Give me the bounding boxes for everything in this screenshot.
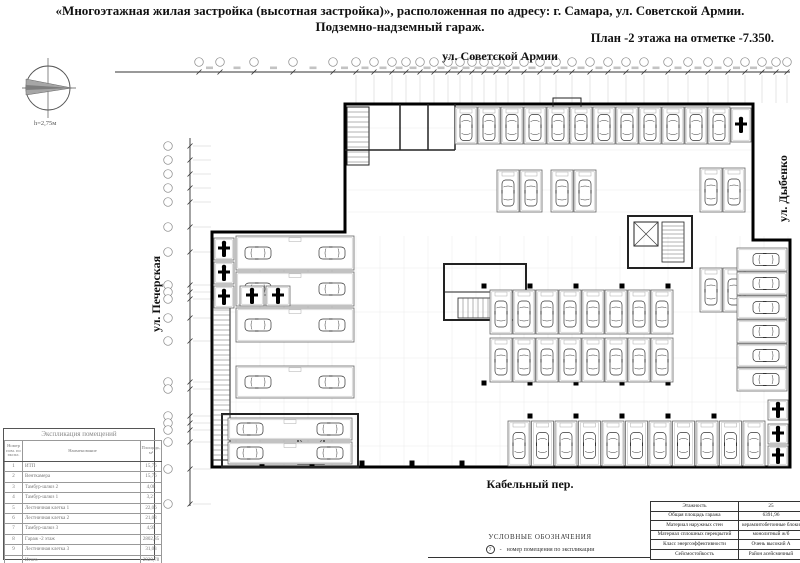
- parking-stall: [214, 286, 234, 308]
- info-table-cell: Этажность: [651, 502, 739, 512]
- column-mark: [482, 284, 487, 289]
- room-table-cell: 15,76: [141, 462, 162, 472]
- room-table-cell: 31,03: [141, 545, 162, 555]
- car-icon: [753, 374, 779, 386]
- dim-text-mark: [675, 67, 682, 70]
- plan-label: План -2 этажа на отметке -7.350.: [590, 31, 774, 45]
- dim-text-mark: [596, 67, 603, 70]
- dim-text-mark: [451, 67, 458, 70]
- wind-rose-label: h=2,75м: [34, 120, 57, 127]
- parking-stall: [455, 107, 477, 144]
- grid-bubble: [783, 58, 792, 67]
- room-table-cell: ИТП: [23, 462, 141, 472]
- car-icon: [728, 179, 740, 205]
- car-icon: [753, 302, 779, 314]
- parking-stall: [700, 268, 722, 312]
- grid-bubble: [664, 58, 673, 67]
- car-icon: [319, 376, 345, 388]
- car-icon: [525, 180, 537, 206]
- info-table-cell: 25: [739, 502, 800, 512]
- parking-stalls: [214, 107, 788, 466]
- car-icon: [245, 319, 271, 331]
- room-table-title: Экспликация помещений: [41, 430, 117, 438]
- dim-text-mark: [578, 67, 585, 70]
- room-table-cell: 8: [5, 534, 23, 544]
- car-icon: [575, 115, 587, 141]
- parking-stall: [737, 248, 787, 271]
- column-mark: [360, 461, 365, 466]
- car-icon: [537, 433, 549, 459]
- dim-text-mark: [310, 67, 317, 70]
- car-icon: [631, 433, 643, 459]
- room-table-row: [5, 534, 162, 544]
- car-icon: [667, 115, 679, 141]
- parking-stall: [228, 442, 352, 464]
- car-icon: [610, 301, 622, 327]
- car-icon: [541, 301, 553, 327]
- parking-stall: [723, 168, 745, 212]
- room-table-header-name: Наименование: [23, 441, 141, 462]
- car-icon: [579, 180, 591, 206]
- parking-stall: [708, 107, 730, 144]
- info-table-cell: Очень высокий А: [739, 540, 800, 550]
- street-label-right: ул. Дыбенко: [776, 155, 790, 222]
- room-table-cell: 15,76: [141, 472, 162, 482]
- car-icon: [701, 433, 713, 459]
- legend-item-text: номер помещения по экспликации: [506, 546, 595, 553]
- parking-stall: [628, 338, 650, 382]
- core-wall: [347, 107, 369, 165]
- parking-stall: [214, 262, 234, 284]
- parking-stall: [628, 290, 650, 334]
- dim-text-mark: [396, 67, 403, 70]
- parking-stall: [605, 290, 627, 334]
- room-table-cell: 2: [5, 472, 23, 482]
- legend-dash: -: [499, 546, 502, 553]
- car-icon: [237, 447, 263, 459]
- dim-text-mark: [561, 67, 568, 70]
- car-icon: [656, 301, 668, 327]
- car-icon: [713, 115, 725, 141]
- grid-bubble: [164, 223, 173, 232]
- room-table-cell: 4,08: [141, 482, 162, 492]
- car-icon: [556, 180, 568, 206]
- car-icon: [541, 349, 553, 375]
- parking-stall: [551, 170, 573, 212]
- dim-text-mark: [206, 67, 213, 70]
- car-icon: [690, 115, 702, 141]
- parking-stall: [649, 421, 671, 466]
- car-icon: [245, 376, 271, 388]
- grid-bubble: [164, 142, 173, 151]
- car-icon: [495, 349, 507, 375]
- parking-stall: [651, 290, 673, 334]
- grid-bubble: [195, 58, 204, 67]
- car-icon: [633, 349, 645, 375]
- parking-stall: [240, 286, 264, 306]
- info-table-cell: монолитный ж/б: [739, 530, 800, 540]
- car-icon: [495, 301, 507, 327]
- car-icon: [753, 278, 779, 290]
- room-table-cell: 2920,78: [141, 555, 162, 563]
- legend-item: [432, 545, 648, 554]
- room-table-row: [5, 555, 162, 563]
- room-table-cell: Тамбур-шлюз 2: [23, 482, 141, 492]
- parking-stall: [501, 107, 523, 144]
- room-table-cell: Гараж -2 этаж: [23, 534, 141, 544]
- car-icon: [506, 115, 518, 141]
- car-icon: [317, 423, 343, 435]
- parking-stall: [228, 418, 352, 440]
- car-icon: [656, 349, 668, 375]
- info-table-row: [651, 530, 800, 540]
- parking-stall: [559, 338, 581, 382]
- parking-stall: [513, 338, 535, 382]
- room-table-row: [5, 503, 162, 513]
- grid-bubble: [772, 58, 781, 67]
- parking-stall: [236, 308, 354, 342]
- parking-stall: [768, 424, 788, 444]
- parking-stall: [593, 107, 615, 144]
- dim-text-mark: [487, 67, 494, 70]
- room-table-cell: Тамбур-шлюз 1: [23, 493, 141, 503]
- parking-stall: [605, 338, 627, 382]
- parking-stall: [685, 107, 707, 144]
- parking-stall: [737, 368, 787, 391]
- dim-text-mark: [513, 67, 520, 70]
- column-mark: [666, 284, 671, 289]
- parking-stall: [555, 421, 577, 466]
- dim-text-mark: [270, 67, 277, 70]
- parking-stall: [720, 421, 742, 466]
- dim-text-mark: [766, 67, 773, 70]
- car-icon: [607, 433, 619, 459]
- dim-text-mark: [529, 67, 536, 70]
- dim-text-mark: [545, 67, 552, 70]
- grid-bubble: [164, 295, 173, 304]
- parking-stall: [651, 338, 673, 382]
- car-icon: [753, 350, 779, 362]
- car-icon: [705, 179, 717, 205]
- room-table-row: [5, 493, 162, 503]
- room-table-cell: Итого: [23, 555, 141, 563]
- parking-stall: [478, 107, 500, 144]
- parking-stall: [520, 170, 542, 212]
- parking-stall: [214, 238, 234, 260]
- car-icon: [753, 254, 779, 266]
- room-table-cell: 4,95: [141, 524, 162, 534]
- parking-stall: [737, 272, 787, 295]
- room-table-row: [5, 482, 162, 492]
- grid-bubble: [704, 58, 713, 67]
- parking-stall: [524, 107, 546, 144]
- info-table-row: [651, 511, 800, 521]
- grid-bubble: [164, 314, 173, 323]
- grid-bubble: [329, 58, 338, 67]
- info-table-row: [651, 521, 800, 531]
- parking-stall: [582, 338, 604, 382]
- grid-bubble: [640, 58, 649, 67]
- car-icon: [513, 433, 525, 459]
- column-mark: [620, 284, 625, 289]
- street-label-top: ул. Советской Армии: [442, 49, 558, 63]
- dim-text-mark: [424, 67, 431, 70]
- grid-bubble: [758, 58, 767, 67]
- dim-text-mark: [750, 67, 757, 70]
- car-icon: [587, 301, 599, 327]
- grid-bubble: [164, 156, 173, 165]
- parking-stall: [743, 421, 765, 466]
- room-table-cell: 2802,85: [141, 534, 162, 544]
- car-icon: [518, 301, 530, 327]
- info-table-cell: керамзитобетонные блоки: [739, 521, 800, 531]
- grid-bubble: [724, 58, 733, 67]
- column-mark: [666, 414, 671, 419]
- parking-stall: [559, 290, 581, 334]
- parking-stall: [700, 168, 722, 212]
- grid-bubble: [164, 170, 173, 179]
- room-table-cell: Венткамера: [23, 472, 141, 482]
- room-table-header-number: Номер пом. по экспл.: [5, 441, 23, 462]
- info-table-cell: Общая площадь гаража: [651, 511, 739, 521]
- grid-bubble: [164, 337, 173, 346]
- info-table-row: [651, 540, 800, 550]
- car-icon: [319, 247, 345, 259]
- parking-stall: [768, 446, 788, 466]
- car-icon: [598, 115, 610, 141]
- column-mark: [528, 414, 533, 419]
- parking-stall: [696, 421, 718, 466]
- legend-divider: [428, 557, 650, 558]
- street-label-left: ул. Печерская: [149, 255, 163, 332]
- grid-bubble: [684, 58, 693, 67]
- dim-text-mark: [341, 67, 348, 70]
- parking-stall: [513, 290, 535, 334]
- room-table-cell: 21,08: [141, 513, 162, 523]
- parking-stall: [731, 108, 751, 142]
- dim-text-mark: [475, 67, 482, 70]
- car-icon: [621, 115, 633, 141]
- room-table-cell: 1: [5, 462, 23, 472]
- car-icon: [529, 115, 541, 141]
- parking-stall: [673, 421, 695, 466]
- info-table-row: [651, 549, 800, 559]
- column-mark: [574, 414, 579, 419]
- room-table-cell: 22,06: [141, 503, 162, 513]
- grid-bubble: [164, 465, 173, 474]
- car-icon: [560, 433, 572, 459]
- info-table-cell: 6391,96: [739, 511, 800, 521]
- parking-stall: [547, 107, 569, 144]
- grid-bubble: [164, 438, 173, 447]
- street-label-bottom: Кабельный пер.: [486, 477, 574, 491]
- grid-bubble: [164, 184, 173, 193]
- room-table-cell: 3: [5, 482, 23, 492]
- car-icon: [705, 279, 717, 305]
- parking-stall: [236, 236, 354, 270]
- column-mark: [410, 461, 415, 466]
- grid-bubble: [216, 58, 225, 67]
- car-icon: [678, 433, 690, 459]
- info-table-cell: Материал наружных стен: [651, 521, 739, 531]
- dim-text-mark: [695, 67, 702, 70]
- sheet-title-line1: «Многоэтажная жилая застройка (высотная застройка)», расположенная по адресу: г. Самара, ул. Советской Армии.: [55, 3, 745, 18]
- room-table-cell: 9: [5, 545, 23, 555]
- room-table-header-area: Площадь, м²: [141, 441, 162, 462]
- info-table-row: [651, 502, 800, 512]
- parking-stall: [574, 170, 596, 212]
- building-info-table: [650, 501, 800, 560]
- car-icon: [237, 423, 263, 435]
- car-icon: [584, 433, 596, 459]
- grid-bubble: [164, 248, 173, 257]
- grid-bubble: [741, 58, 750, 67]
- grid-bubble: [352, 58, 361, 67]
- parking-stall: [616, 107, 638, 144]
- dim-text-mark: [438, 67, 445, 70]
- dim-text-mark: [733, 67, 740, 70]
- parking-stall: [570, 107, 592, 144]
- car-icon: [245, 247, 271, 259]
- room-table-cell: 5: [5, 503, 23, 513]
- car-icon: [564, 349, 576, 375]
- car-icon: [502, 180, 514, 206]
- parking-stall: [737, 320, 787, 343]
- parking-stall: [737, 344, 787, 367]
- column-mark: [460, 461, 465, 466]
- room-table-cell: Лестничная клетка 3: [23, 545, 141, 555]
- dim-text-mark: [380, 67, 387, 70]
- info-table-cell: Класс энергоэффективности: [651, 540, 739, 550]
- car-icon: [654, 433, 666, 459]
- column-mark: [482, 381, 487, 386]
- parking-stall: [602, 421, 624, 466]
- column-mark: [712, 414, 717, 419]
- dim-text-mark: [499, 67, 506, 70]
- car-icon: [317, 447, 343, 459]
- parking-stall: [737, 296, 787, 319]
- dim-text-mark: [614, 67, 621, 70]
- grid-bubble: [164, 426, 173, 435]
- room-number-circle-icon: 7: [486, 545, 495, 554]
- parking-stall: [508, 421, 530, 466]
- parking-stall: [536, 338, 558, 382]
- room-table-row: [5, 513, 162, 523]
- car-icon: [460, 115, 472, 141]
- room-table-cell: Тамбур-шлюз 3: [23, 524, 141, 534]
- parking-stall: [532, 421, 554, 466]
- legend-title: УСЛОВНЫЕ ОБОЗНАЧЕНИЯ: [488, 533, 592, 541]
- room-table-cell: 3,21: [141, 493, 162, 503]
- parking-stall: [582, 290, 604, 334]
- parking-stall: [490, 290, 512, 334]
- room-table-cell: Лестничная клетка 1: [23, 503, 141, 513]
- car-icon: [564, 301, 576, 327]
- dim-text-mark: [653, 67, 660, 70]
- room-table-cell: 7: [5, 524, 23, 534]
- grid-bubble: [164, 500, 173, 509]
- parking-stall: [236, 366, 354, 398]
- car-icon: [633, 301, 645, 327]
- room-table-row: [5, 472, 162, 482]
- parking-stall: [626, 421, 648, 466]
- parking-stall: [536, 290, 558, 334]
- car-icon: [319, 319, 345, 331]
- dim-text-mark: [632, 67, 639, 70]
- dim-text-mark: [715, 67, 722, 70]
- column-mark: [528, 284, 533, 289]
- dim-text-mark: [234, 67, 241, 70]
- parking-stall: [639, 107, 661, 144]
- dim-text-mark: [463, 67, 470, 70]
- grid-bubble: [164, 385, 173, 394]
- car-icon: [725, 433, 737, 459]
- car-icon: [644, 115, 656, 141]
- parking-stall: [768, 400, 788, 420]
- grid-bubble: [250, 58, 259, 67]
- parking-stall: [662, 107, 684, 144]
- info-table-cell: Сейсмостойкость: [651, 549, 739, 559]
- room-explication-table: [3, 428, 161, 563]
- car-icon: [610, 349, 622, 375]
- car-icon: [748, 433, 760, 459]
- car-icon: [518, 349, 530, 375]
- car-icon: [319, 283, 345, 295]
- column-mark: [620, 414, 625, 419]
- room-table-cell: [5, 555, 23, 563]
- room-table-row: [5, 545, 162, 555]
- room-table-cell: 6: [5, 513, 23, 523]
- room-table-cell: Лестничная клетка 2: [23, 513, 141, 523]
- grid-bubble: [289, 58, 298, 67]
- parking-stall: [490, 338, 512, 382]
- dim-text-mark: [362, 67, 369, 70]
- room-table-row: [5, 524, 162, 534]
- sheet-title-line2: Подземно-надземный гараж.: [315, 19, 485, 34]
- legend: [432, 533, 648, 554]
- room-table-row: [5, 462, 162, 472]
- column-mark: [574, 284, 579, 289]
- parking-stall: [497, 170, 519, 212]
- parking-stall: [266, 286, 290, 306]
- room-table-cell: 4: [5, 493, 23, 503]
- car-icon: [587, 349, 599, 375]
- car-icon: [753, 326, 779, 338]
- car-icon: [483, 115, 495, 141]
- info-table-cell: Материал сплошных перекрытий: [651, 530, 739, 540]
- car-icon: [552, 115, 564, 141]
- info-table-cell: Район асейсмичный: [739, 549, 800, 559]
- grid-bubble: [164, 198, 173, 207]
- dim-text-mark: [410, 67, 417, 70]
- parking-stall: [579, 421, 601, 466]
